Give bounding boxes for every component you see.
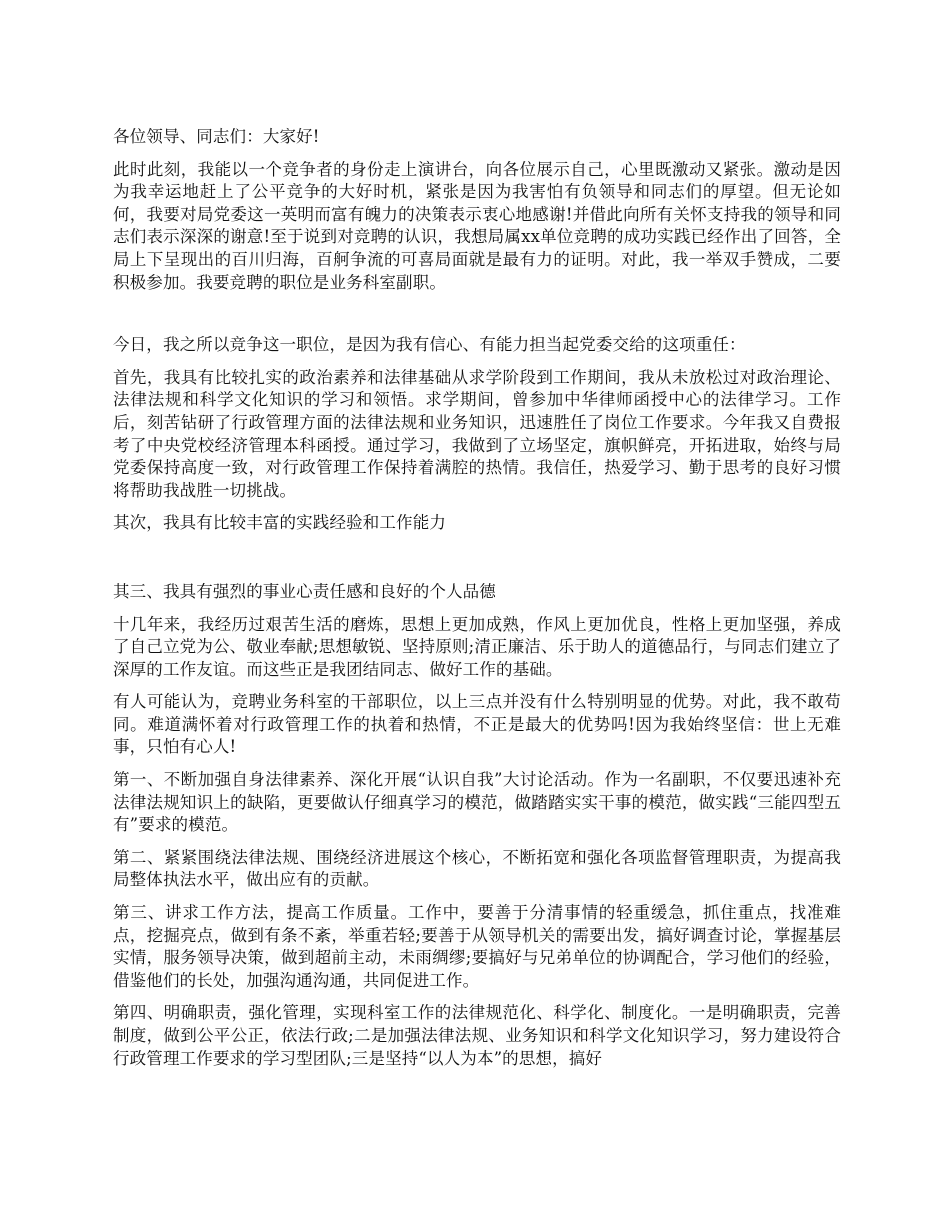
paragraph-plan-2: 第二、紧紧围绕法律法规、围绕经济进展这个核心，不断拓宽和强化各项监督管理职责，为提高我局整体执法水平，做出应有的贡献。 — [113, 847, 841, 890]
paragraph-experience: 十几年来，我经历过艰苦生活的磨炼，思想上更加成熟，作风上更加优良，性格上更加坚强，养成了自己立党为公、敬业奉献;思想敏锐、坚持原则;清正廉洁、乐于助人的道德品行，与同志们建立了深厚的工作友谊。而这些正是我团结同志、做好工作的基础。 — [113, 614, 841, 679]
paragraph-plan-3: 第三、讲求工作方法，提高工作质量。工作中，要善于分清事情的轻重缓急，抓住重点，找准难点，挖掘亮点，做到有条不紊，举重若轻;要善于从领导机关的需要出发，搞好调查讨论，掌握基层实情，服务领导决策，做到超前主动，未雨绸缪;要搞好与兄弟单位的协调配合，学习他们的经验，借鉴他们的长处，加强沟通沟通，共同促进工作。 — [113, 903, 841, 990]
paragraph-plan-4: 第四、明确职责，强化管理，实现科室工作的法律规范化、科学化、制度化。一是明确职责，完善制度，做到公平公正，依法行政;二是加强法律法规、业务知识和科学文化知识学习，努力建设符合行政管理工作要求的学习型团队;三是坚持“以人为本”的思想，搞好 — [113, 1003, 841, 1068]
paragraph-intro: 此时此刻，我能以一个竞争者的身份走上演讲台，向各位展示自己，心里既激动又紧张。激动是因为我幸运地赶上了公平竞争的大好时机，紧张是因为我害怕有负领导和同志们的厚望。但无论如何，我要对局党委这一英明而富有魄力的决策表示衷心地感谢!并借此向所有关怀支持我的领导和同志们表示深深的谢意!至于说到对竞聘的认识，我想局属xx单位竞聘的成功实践已经作出了回答，全局上下呈现出的百川归海，百舸争流的可喜局面就是最有力的证明。对此，我一举双手赞成，二要积极参加。我要竞聘的职位是业务科室副职。 — [113, 159, 841, 292]
paragraph-reason: 今日，我之所以竞争这一职位，是因为我有信心、有能力担当起党委交给的这项重任： — [113, 335, 746, 355]
paragraph-plan-1: 第一、不断加强自身法律素养、深化开展“认识自我”大讨论活动。作为一名副职，不仅要迅速补充法律法规知识上的缺陷，更要做认仔细真学习的模范，做踏踏实实干事的模范，做实践“三能四型五有”要求的模范。 — [113, 770, 841, 835]
greeting-line: 各位领导、同志们：大家好! — [113, 127, 320, 146]
paragraph-second: 其次，我具有比较丰富的实践经验和工作能力 — [113, 513, 446, 533]
document-body — [113, 126, 841, 1080]
paragraph-advantage: 有人可能认为，竞聘业务科室的干部职位，以上三点并没有什么特别明显的优势。对此，我不敢苟同。难道满怀着对行政管理工作的执着和热情，不正是最大的优势吗!因为我始终坚信：世上无难事，只怕有心人! — [113, 692, 841, 757]
paragraph-first: 首先，我具有比较扎实的政治素养和法律基础从求学阶段到工作期间，我从未放松过对政治理论、法律法规和科学文化知识的学习和领悟。求学期间，曾参加中华律师函授中心的法律学习。工作后，刻苦钻研了行政管理方面的法律法规和业务知识，迅速胜任了岗位工作要求。今年我又自费报考了中央党校经济管理本科函授。通过学习，我做到了立场坚定，旗帜鲜亮，开拓进取，始终与局党委保持高度一致，对行政管理工作保持着满腔的热情。我信任，热爱学习、勤于思考的良好习惯将帮助我战胜一切挑战。 — [113, 367, 841, 500]
paragraph-third: 其三、我具有强烈的事业心责任感和良好的个人品德 — [113, 581, 496, 601]
